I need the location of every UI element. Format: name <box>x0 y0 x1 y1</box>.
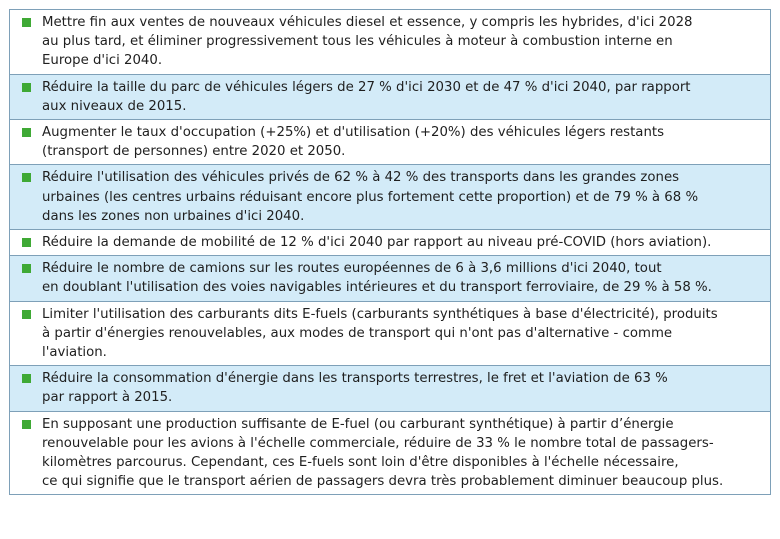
item-line: dans les zones non urbaines d'ici 2040. <box>42 208 305 224</box>
item-line: ce qui signifie que le transport aérien de passagers devra très probablement diminuer beaucoup plus. <box>42 474 724 490</box>
item-line: l'aviation. <box>42 345 107 361</box>
list-item <box>9 164 771 229</box>
list-item <box>9 301 771 366</box>
bullet-square-icon <box>22 83 31 92</box>
item-line: Augmenter le taux d'occupation (+25%) et d'utilisation (+20%) des véhicules légers restants <box>42 125 665 141</box>
bullet-square-icon <box>22 420 31 429</box>
item-line: Europe d'ici 2040. <box>42 53 163 69</box>
item-line: au plus tard, et éliminer progressivement tous les véhicules à moteur à combustion interne en <box>42 34 673 50</box>
list-item <box>9 255 771 300</box>
item-line: Réduire la consommation d'énergie dans les transports terrestres, le fret et l'aviation de 63 % <box>42 371 668 387</box>
bullet-square-icon <box>22 18 31 27</box>
list-item <box>9 411 771 496</box>
bullet-square-icon <box>22 310 31 319</box>
list-item <box>9 365 771 410</box>
item-line: à partir d'énergies renouvelables, aux modes de transport qui n'ont pas d'alternative - comme <box>42 325 673 341</box>
item-line: Limiter l'utilisation des carburants dits E-fuels (carburants synthétiques à base d'électricité), produits <box>42 306 718 322</box>
item-line: aux niveaux de 2015. <box>42 98 187 114</box>
list-item <box>9 229 771 255</box>
item-line: Réduire l'utilisation des véhicules privés de 62 % à 42 % des transports dans les grandes zones <box>42 170 680 186</box>
measures-list <box>9 9 771 495</box>
item-line: urbaines (les centres urbains réduisant encore plus fortement cette proportion) et de 79 % à 68 % <box>42 189 699 205</box>
bullet-square-icon <box>22 374 31 383</box>
item-line: kilomètres parcourus. Cependant, ces E-fuels sont loin d'être disponibles à l'échelle nécessaire, <box>42 455 679 471</box>
item-line: renouvelable pour les avions à l'échelle commerciale, réduire de 33 % le nombre total de passagers- <box>42 435 714 451</box>
list-item <box>9 9 771 74</box>
item-line: en doublant l'utilisation des voies navigables intérieures et du transport ferroviaire, de 29 % à 58 %. <box>42 280 712 296</box>
item-line: Réduire la taille du parc de véhicules légers de 27 % d'ici 2030 et de 47 % d'ici 2040, par rapport <box>42 79 691 95</box>
bullet-square-icon <box>22 173 31 182</box>
item-line: Mettre fin aux ventes de nouveaux véhicules diesel et essence, y compris les hybrides, d'ici 2028 <box>42 15 693 30</box>
item-line: Réduire la demande de mobilité de 12 % d'ici 2040 par rapport au niveau pré-COVID (hors aviation). <box>42 235 712 251</box>
item-line: Réduire le nombre de camions sur les routes européennes de 6 à 3,6 millions d'ici 2040, tout <box>42 261 662 277</box>
item-line: En supposant une production suffisante de E-fuel (ou carburant synthétique) à partir d’énergie <box>42 416 674 432</box>
item-line: par rapport à 2015. <box>42 390 173 406</box>
list-item <box>9 74 771 119</box>
item-line: (transport de personnes) entre 2020 et 2050. <box>42 144 346 160</box>
list-item <box>9 119 771 164</box>
bullet-square-icon <box>22 128 31 137</box>
bullet-square-icon <box>22 238 31 247</box>
bullet-square-icon <box>22 264 31 273</box>
